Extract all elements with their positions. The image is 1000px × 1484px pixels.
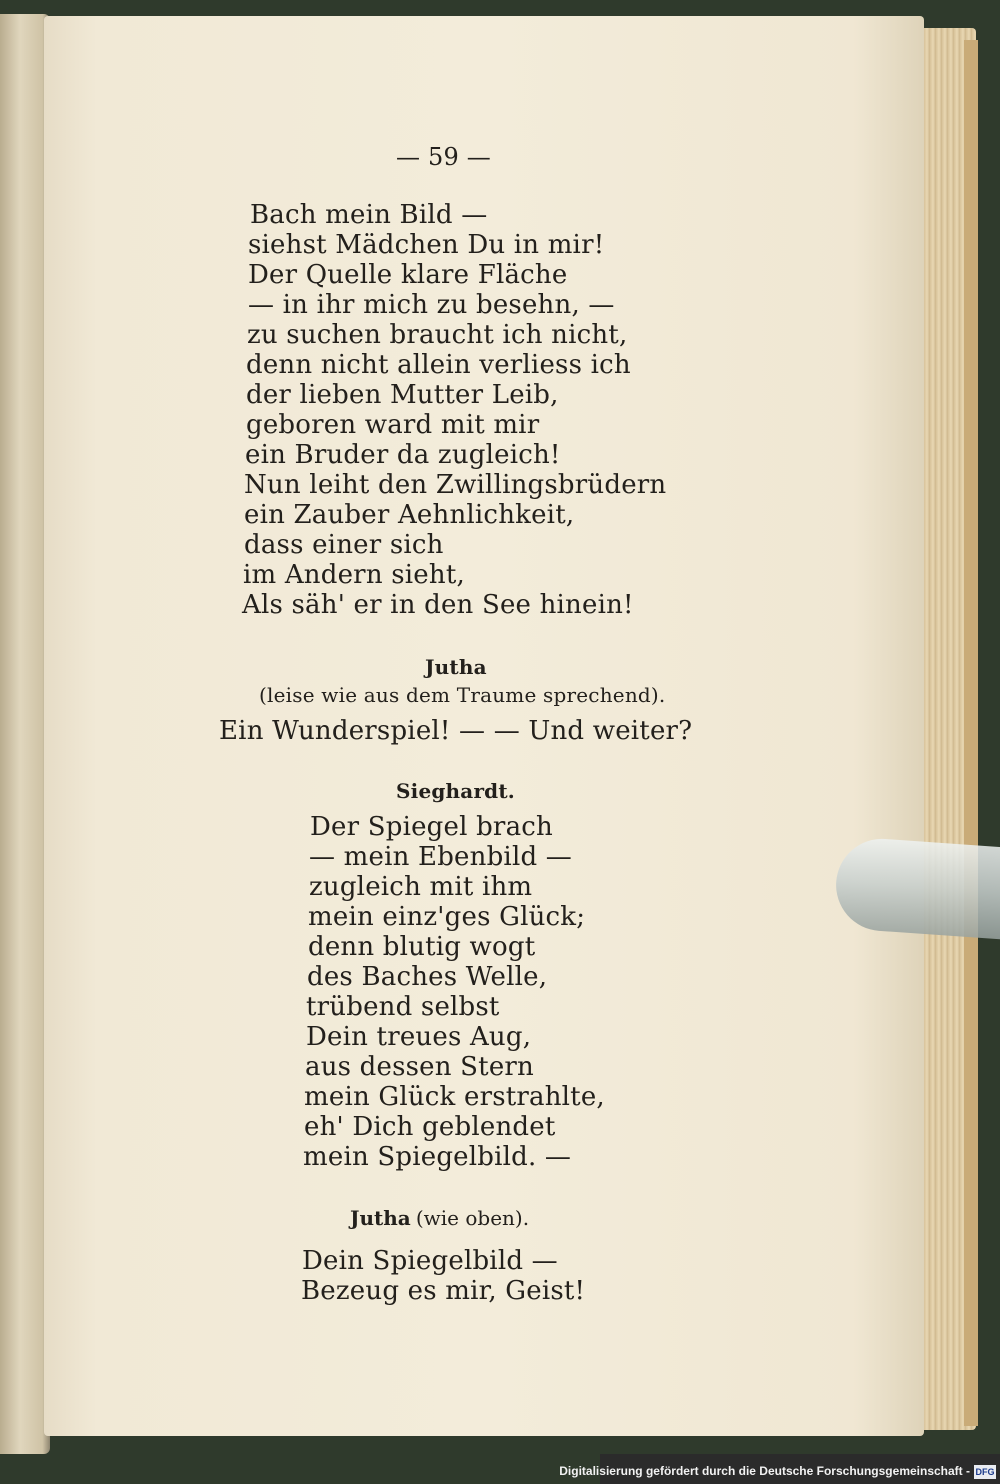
verse-line: Nun leiht den Zwillingsbrüdern	[244, 470, 667, 500]
verse-line: Als säh' er in den See hinein!	[242, 590, 634, 620]
verse-line: Der Quelle klare Fläche	[248, 260, 568, 290]
verse-line: im Andern sieht,	[243, 560, 465, 590]
speaker-heading	[350, 1206, 529, 1230]
bookmark-clip	[833, 836, 1000, 940]
verse-line: siehst Mädchen Du in mir!	[248, 230, 605, 260]
verse-line: Der Spiegel brach	[310, 812, 553, 842]
book-cover-edge	[964, 40, 978, 1426]
verse-line: aus dessen Stern	[305, 1052, 534, 1082]
verse-line: mein Glück erstrahlte,	[304, 1082, 605, 1112]
digitization-credit: Digitalisierung gefördert durch die Deutsche Forschungsgemeinschaft -	[559, 1464, 970, 1478]
verse-line: geboren ward mit mir	[246, 410, 540, 440]
verse-line: — in ihr mich zu besehn, —	[248, 290, 615, 320]
verse-line: der lieben Mutter Leib,	[246, 380, 559, 410]
verse-line: mein einz'ges Glück;	[308, 902, 586, 932]
verse-line: ein Zauber Aehnlichkeit,	[244, 500, 575, 530]
verse-line: mein Spiegelbild. —	[303, 1142, 572, 1172]
verse-line: ein Bruder da zugleich!	[245, 440, 561, 470]
book-page	[44, 16, 924, 1436]
stage-direction: (leise wie aus dem Traume sprechend).	[259, 683, 666, 707]
speaker-name: Sieghardt.	[396, 779, 515, 803]
verse-line: trübend selbst	[306, 992, 500, 1022]
verse-line: Bezeug es mir, Geist!	[301, 1276, 586, 1306]
left-page-edge	[0, 14, 50, 1454]
verse-line: denn blutig wogt	[308, 932, 536, 962]
verse-line: eh' Dich geblendet	[304, 1112, 556, 1142]
verse-line: Bach mein Bild —	[250, 200, 488, 230]
speech-line: Ein Wunderspiel! — — Und weiter?	[219, 716, 693, 746]
verse-line: zu suchen braucht ich nicht,	[247, 320, 628, 350]
verse-line: Dein Spiegelbild —	[302, 1246, 558, 1276]
stage-direction: (wie oben).	[415, 1206, 530, 1230]
dfg-logo-icon: DFG	[975, 1467, 995, 1477]
page-number: — 59 —	[396, 143, 491, 171]
speaker-name: Jutha	[350, 1206, 411, 1230]
verse-line: — mein Ebenbild —	[309, 842, 572, 872]
verse-line: Dein treues Aug,	[306, 1022, 532, 1052]
verse-line: des Baches Welle,	[307, 962, 548, 992]
verse-line: denn nicht allein verliess ich	[246, 350, 631, 380]
speaker-name: Jutha	[425, 655, 487, 679]
verse-line: zugleich mit ihm	[309, 872, 533, 902]
verse-line: dass einer sich	[244, 530, 444, 560]
